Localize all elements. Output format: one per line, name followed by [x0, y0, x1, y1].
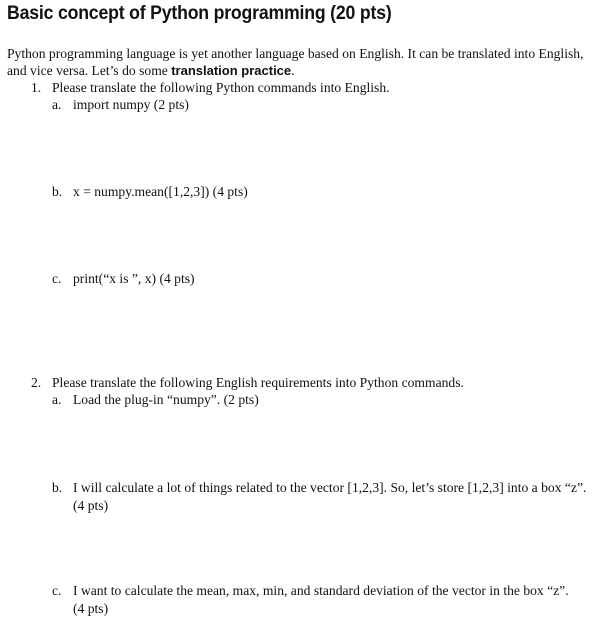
item-marker: b. — [52, 480, 63, 495]
item-marker: c. — [52, 583, 62, 598]
question-2-item-a — [52, 391, 259, 408]
question-1 — [31, 79, 390, 96]
question-prompt: Please translate the following English requirements into Python commands. — [52, 375, 464, 390]
intro-paragraph — [7, 45, 597, 79]
question-number: 1. — [31, 80, 42, 95]
question-2-item-c — [52, 582, 577, 618]
question-1-item-a — [52, 96, 189, 113]
question-number: 2. — [31, 375, 42, 390]
item-text: print(“x is ”, x) (4 pts) — [73, 271, 195, 286]
question-1-item-b — [52, 183, 248, 200]
item-text: I will calculate a lot of things related to the vector [1,2,3]. So, let’s store [1,2,3] into a box “z”. (4 pts) — [73, 480, 587, 513]
item-marker: c. — [52, 271, 62, 286]
item-marker: a. — [52, 392, 62, 407]
page-title: Basic concept of Python programming (20 pts) — [7, 3, 392, 24]
item-text: import numpy (2 pts) — [73, 97, 189, 112]
question-2 — [31, 374, 464, 391]
item-text: Load the plug-in “numpy”. (2 pts) — [73, 392, 259, 407]
intro-bold-phrase: translation practice — [171, 63, 292, 78]
question-2-item-b — [52, 479, 592, 515]
item-marker: b. — [52, 184, 63, 199]
question-1-item-c — [52, 270, 195, 287]
item-marker: a. — [52, 97, 62, 112]
intro-text-end: . — [291, 63, 295, 78]
question-prompt: Please translate the following Python commands into English. — [52, 80, 390, 95]
item-text: x = numpy.mean([1,2,3]) (4 pts) — [73, 184, 248, 199]
intro-text: Python programming language is yet another language based on English. It can be translated into English, and vice versa. Let’s do some — [7, 46, 584, 78]
item-text: I want to calculate the mean, max, min, and standard deviation of the vector in the box “z”. (4 pts) — [73, 583, 569, 616]
